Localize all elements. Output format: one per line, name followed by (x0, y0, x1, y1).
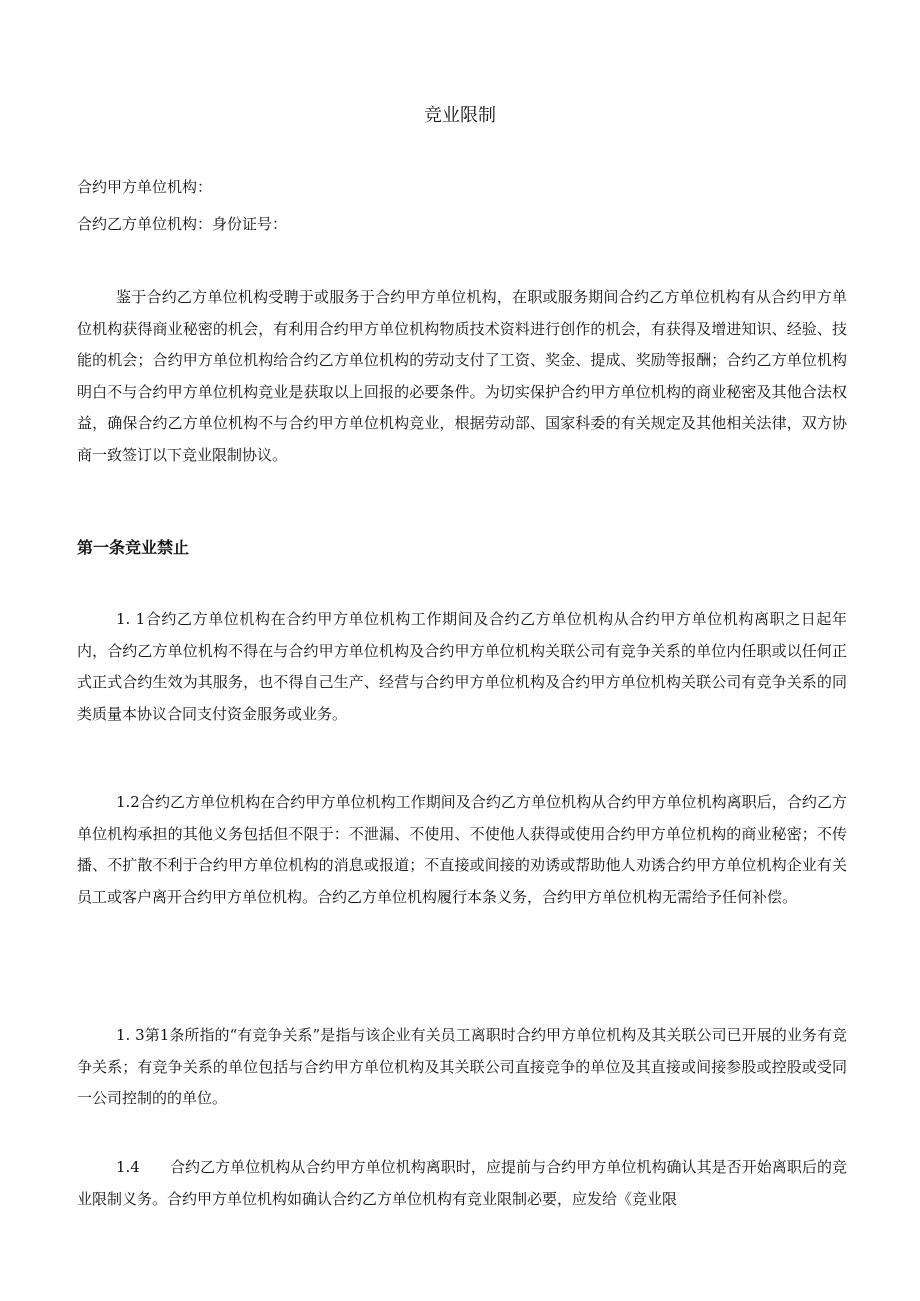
clause-1-2: 1.2合约乙方单位机构在合约甲方单位机构工作期间及合约乙方单位机构从合约甲方单位机构离职后，合约乙方单位机构承担的其他义务包括但不限于：不泄漏、不使用、不使他人获得或使用合约甲方单位机构的商业秘密；不传播、不扩散不利于合约甲方单位机构的消息或报道；不直接或间接的劝诱或帮助他人劝诱合约甲方单位机构企业有关员工或客户离开合约甲方单位机构。合约乙方单位机构履行本条义务，合约甲方单位机构无需给予任何补偿。 (77, 793, 847, 906)
party-a-label: 合约甲方单位机构： (77, 178, 213, 196)
preamble-paragraph: 鉴于合约乙方单位机构受聘于或服务于合约甲方单位机构，在职或服务期间合约乙方单位机构有从合约甲方单位机构获得商业秘密的机会，有利用合约甲方单位机构物质技术资料进行创作的机会，有获得及增进知识、经验、技能的机会；合约甲方单位机构给合约乙方单位机构的劳动支付了工资、奖金、提成、奖励等报酬；合约乙方单位机构明白不与合约甲方单位机构竞业是获取以上回报的必要条件。为切实保护合约甲方单位机构的商业秘密及其他合法权益，确保合约乙方单位机构不与合约甲方单位机构竞业，根据劳动部、国家科委的有关规定及其他相关法律，双方协商一致签订以下竞业限制协议。 (77, 288, 847, 464)
section-heading: 第一条竞业禁止 (77, 538, 190, 557)
clause-1-4: 1.4 合约乙方单位机构从合约甲方单位机构离职时，应提前与合约甲方单位机构确认其是否开始离职后的竞业限制义务。合约甲方单位机构如确认合约乙方单位机构有竞业限制必要，应发给《竞业限 (77, 1158, 847, 1208)
clause-1-3: 1. 3第1条所指的“有竞争关系”是指与该企业有关员工离职时合约甲方单位机构及其关联公司已开展的业务有竞争关系；有竞争关系的单位包括与合约甲方单位机构及其关联公司直接竞争的单位及其直接或间接参股或控股或受同一公司控制的的单位。 (77, 1026, 847, 1107)
party-b-label: 合约乙方单位机构：身份证号： (77, 215, 288, 233)
clause-1-1: 1. 1合约乙方单位机构在合约甲方单位机构工作期间及合约乙方单位机构从合约甲方单位机构离职之日起年内，合约乙方单位机构不得在与合约甲方单位机构及合约甲方单位机构关联公司有竞争关系的单位内任职或以任何正式正式合约生效为其服务，也不得自己生产、经营与合约甲方单位机构及合约甲方单位机构关联公司有竞争关系的同类质量本协议合同支付资金服务或业务。 (77, 610, 847, 723)
document-title: 竞业限制 (424, 105, 496, 126)
